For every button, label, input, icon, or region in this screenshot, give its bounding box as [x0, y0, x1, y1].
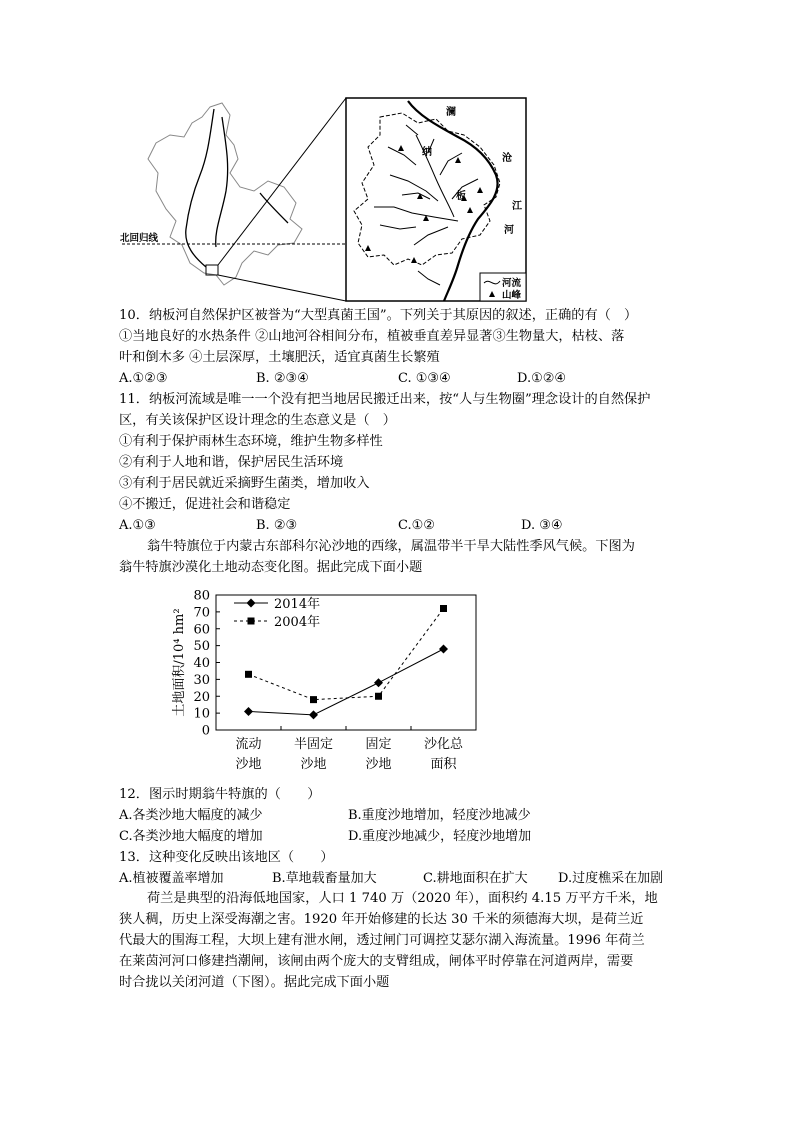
q10-option-d: D.①②④ — [517, 371, 567, 386]
label-na: 纳 — [422, 147, 432, 158]
y-tick-label: 0 — [201, 723, 210, 739]
netherlands-intro-line-1: 荷兰是典型的沿海低地国家，人口 1 740 万（2020 年），面积约 4.15 万平方千米，地 — [147, 891, 658, 906]
y-tick-label: 80 — [193, 588, 210, 604]
connector-line-bottom — [218, 275, 346, 301]
label-he: 河 — [504, 225, 514, 236]
chart-legend — [234, 596, 320, 630]
q12-option-d: D.重度沙地减少，轻度沙地增加 — [348, 829, 532, 844]
legend-label: 2014年 — [274, 597, 321, 612]
x-tick-label: 面积 — [430, 757, 457, 772]
legend-marker — [248, 618, 255, 625]
netherlands-intro-line-4: 在莱茵河河口修建挡潮闸，该闸由两个庞大的支臂组成，闸体平时停靠在河道两岸，需要 — [119, 954, 634, 969]
x-tick-label: 沙地 — [235, 757, 262, 772]
q10-option-b: B. ②③④ — [256, 371, 309, 386]
q10-stem-line-3: 叶和倒木多 ④土层深厚，土壤肥沃，适宜真菌生长繁殖 — [119, 350, 440, 365]
q13-option-c: C.耕地面积在扩大 — [423, 871, 528, 886]
label-jiang: 江 — [512, 201, 522, 212]
label-ban: 板 — [456, 191, 466, 202]
y-tick-label: 10 — [193, 706, 210, 722]
y-tick-label: 50 — [193, 639, 210, 655]
inset-map — [346, 98, 526, 301]
q11-option-b: B. ②③ — [256, 518, 298, 533]
chart-ylabel: 土地面积/10⁴ hm² — [172, 608, 187, 717]
y-tick-label: 40 — [193, 656, 210, 671]
y-tick-label: 70 — [193, 605, 210, 621]
q13-option-a: A.植被覆盖率增加 — [119, 871, 224, 886]
data-point-2004 — [310, 696, 317, 703]
x-tick-label: 沙地 — [365, 757, 392, 772]
q12-option-b: B.重度沙地增加，轻度沙地减少 — [348, 808, 531, 823]
q11-item-2: ②有利于人地和谐，保护居民生活环境 — [119, 455, 344, 470]
q13-option-d: D.过度樵采在加剧 — [558, 871, 664, 886]
q13-stem: 13．这种变化反映出该地区（ ） — [119, 850, 334, 865]
q13-option-b: B.草地载畜量加大 — [272, 871, 377, 886]
q12-stem: 12．图示时期翁牛特旗的（ ） — [119, 787, 321, 802]
q10-option-a: A.①②③ — [119, 371, 168, 386]
q11-option-c: C.①② — [398, 518, 435, 533]
x-tick-label: 沙化总 — [423, 737, 464, 752]
q10-option-c: C. ①③④ — [398, 371, 451, 386]
y-tick-label: 60 — [193, 622, 210, 638]
label-cang: 沧 — [502, 153, 512, 164]
chart-axes — [216, 595, 476, 730]
legend-river-label: 河流 — [502, 278, 522, 289]
x-tick-label: 半固定 — [293, 737, 334, 752]
q11-option-d: D. ③④ — [521, 518, 563, 533]
legend-marker — [247, 599, 256, 608]
wengniute-intro-line-2: 翁牛特旗沙漠化土地动态变化图。据此完成下面小题 — [119, 560, 423, 575]
q11-item-3: ③有利于居民就近采摘野生菌类，增加收入 — [119, 476, 370, 491]
tropic-label: 北回归线 — [120, 233, 159, 244]
netherlands-intro-line-3: 代最大的围海工程，大坝上建有泄水闸，透过闸门可调控艾瑟尔湖入海流量。1996 年荷兰 — [119, 933, 645, 948]
chart-xlabels — [235, 726, 464, 772]
data-point-2004 — [245, 671, 252, 678]
y-tick-label: 30 — [193, 672, 210, 688]
province-rivers — [186, 109, 288, 267]
q11-item-1: ①有利于保护雨林生态环境，维护生物多样性 — [119, 434, 383, 449]
q11-stem-line-2: 区，有关该保护区设计理念的生态意义是（ ） — [119, 413, 396, 428]
legend-peak-label: 山峰 — [502, 290, 522, 301]
data-point-2004 — [440, 605, 447, 612]
connector-line-top — [218, 98, 346, 265]
q12-option-c: C.各类沙地大幅度的增加 — [119, 829, 263, 844]
q11-stem-line-1: 11．纳板河流域是唯一一个没有把当地居民搬迁出来，按“人与生物圈”理念设计的自然保护 — [119, 392, 651, 407]
data-point-2014 — [374, 678, 383, 687]
x-tick-label: 沙地 — [300, 757, 327, 772]
nabanhe-map-figure — [118, 95, 680, 303]
x-tick-label: 固定 — [365, 737, 392, 752]
q10-stem-line-2: ①当地良好的水热条件 ②山地河谷相间分布，植被垂直差异显著③生物量大，枯枝、落 — [119, 329, 625, 344]
label-lan: 澜 — [446, 107, 456, 118]
y-tick-label: 20 — [193, 689, 210, 705]
q11-item-4: ④不搬迁，促进社会和谐稳定 — [119, 497, 291, 512]
data-point-2014 — [244, 707, 253, 716]
desertification-chart — [168, 585, 488, 777]
q11-option-a: A.①③ — [119, 518, 156, 533]
legend-label: 2004年 — [274, 615, 321, 630]
netherlands-intro-line-2: 狭人稠，历史上深受海潮之害。1920 年开始修建的长达 30 千米的须德海大坝，是荷兰近 — [119, 912, 644, 927]
q12-option-a: A.各类沙地大幅度的减少 — [119, 808, 263, 823]
data-point-2014 — [309, 710, 318, 719]
x-tick-label: 流动 — [235, 737, 262, 752]
data-point-2004 — [375, 693, 382, 700]
plot-frame — [216, 595, 476, 730]
wengniute-intro-line-1: 翁牛特旗位于内蒙古东部科尔沁沙地的西缘，属温带半干旱大陆性季风气候。下图为 — [147, 539, 635, 554]
q10-stem-line-1: 10．纳板河自然保护区被誉为“大型真菌王国”。下列关于其原因的叙述，正确的有（ ） — [119, 308, 638, 323]
data-point-2014 — [439, 645, 448, 654]
series-line-2014年 — [249, 649, 444, 715]
netherlands-intro-line-5: 时合拢以关闭河道（下图）。据此完成下面小题 — [119, 975, 390, 990]
